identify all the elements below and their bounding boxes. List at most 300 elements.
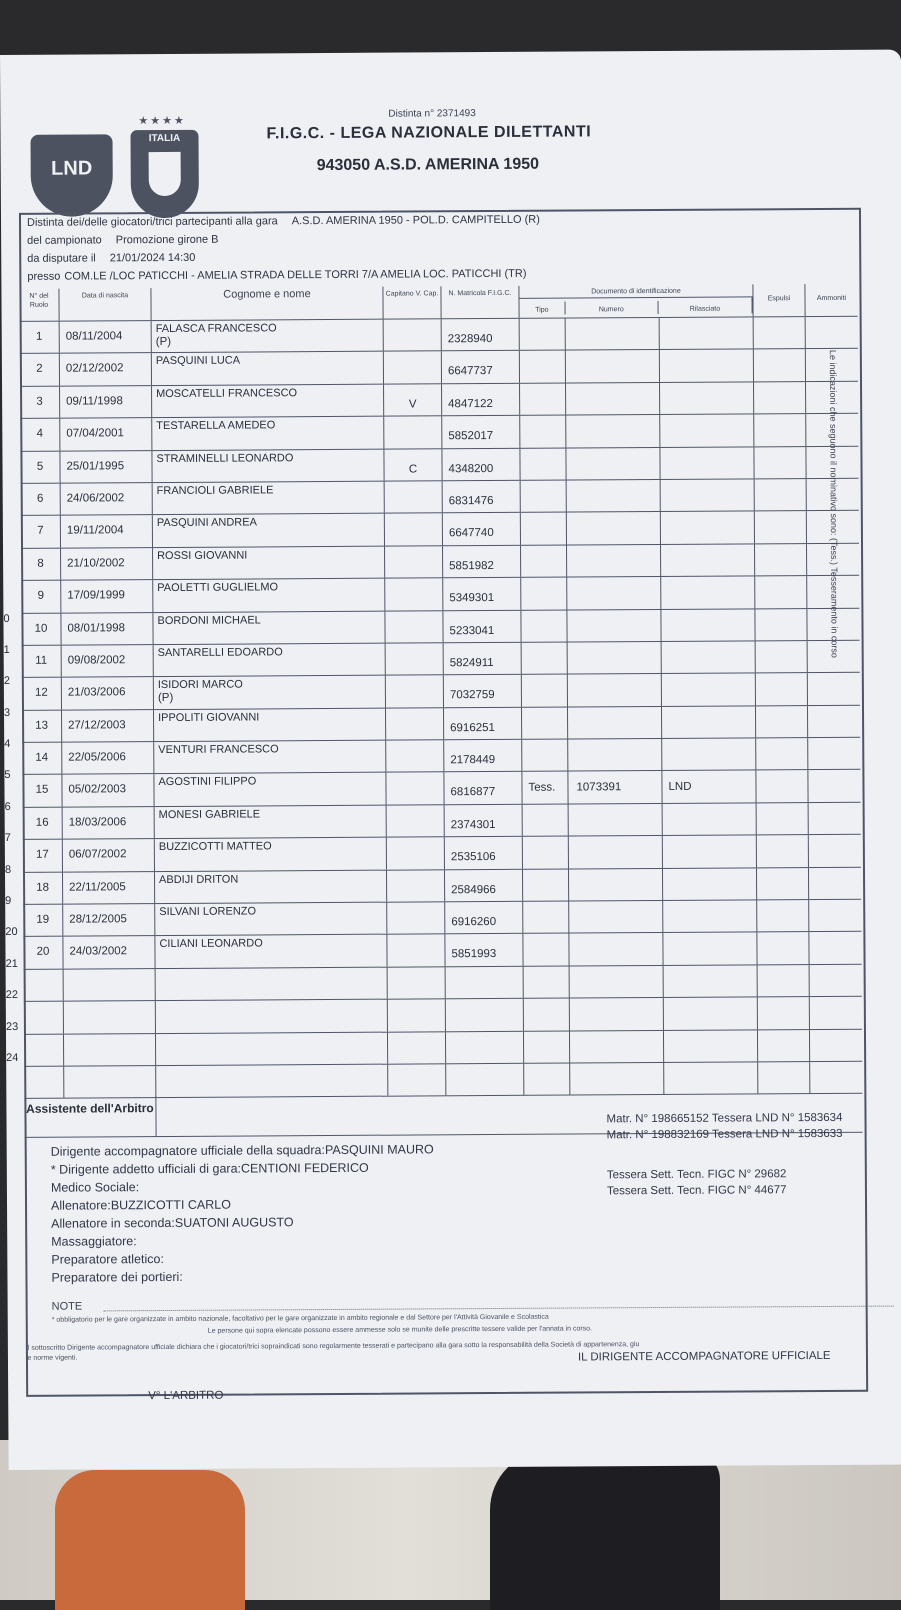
- margin-number: 8: [4, 863, 12, 876]
- player-number: 7: [21, 516, 61, 548]
- birth-date: 24/03/2002: [63, 936, 155, 968]
- ammoniti-cell: [810, 1029, 862, 1061]
- ammoniti-cell: [808, 673, 860, 705]
- table-row: [21, 608, 859, 646]
- staff-preparatore: Preparatore atletico:: [51, 1252, 164, 1267]
- lnd-logo: LND: [30, 134, 112, 216]
- doc-tipo: [521, 578, 567, 610]
- footnote-4: le norme vigenti.: [25, 1354, 78, 1362]
- captain-mark: [387, 870, 445, 902]
- footnote-2: Le persone qui sopra elencate possono essere ammesse solo se munite delle prescritte tessere valide per l'annata in corso.: [207, 1325, 593, 1335]
- player-name: SILVANI LORENZO: [155, 903, 387, 936]
- espulsi-cell: [754, 349, 806, 381]
- player-number: 14: [22, 743, 62, 775]
- margin-number: 7: [4, 832, 11, 845]
- captain-mark: V: [384, 384, 442, 416]
- player-note: (P): [155, 335, 172, 349]
- birth-date: 09/11/1998: [60, 386, 152, 418]
- col-documento: [519, 284, 753, 317]
- margin-number: 22: [5, 989, 19, 1002]
- doc-tipo: [521, 513, 567, 545]
- doc-numero: [570, 998, 664, 1030]
- col-numero: Numero: [565, 301, 658, 315]
- doc-numero: [569, 901, 663, 933]
- doc-numero: [567, 545, 661, 577]
- ammoniti-cell: [806, 317, 858, 349]
- player-name: ISIDORI MARCO (P): [154, 676, 386, 709]
- margin-number: [3, 509, 17, 540]
- player-name: [156, 1032, 388, 1065]
- staff-right-1: Matr. N° 198665152 Tessera LND N° 1583634: [606, 1111, 843, 1126]
- matricola: 2535106: [445, 837, 523, 869]
- ammoniti-cell: [810, 965, 862, 997]
- ammoniti-cell: [809, 803, 861, 835]
- margin-number: 9: [5, 894, 12, 908]
- birth-date: 19/11/2004: [61, 515, 153, 547]
- table-row: [20, 349, 858, 387]
- espulsi-cell: [755, 479, 807, 511]
- captain-mark: C: [384, 449, 442, 481]
- doc-tipo: [521, 545, 567, 577]
- shoe-left: [55, 1470, 245, 1610]
- side-note: Le indicazioni che seguono il nominativo sono: (Tess.) Tesseramento in corso: [827, 349, 840, 658]
- page-title: F.I.G.C. - LEGA NAZIONALE DILETTANTI: [266, 123, 592, 143]
- ammoniti-cell: [808, 705, 860, 737]
- captain-mark: [385, 611, 443, 643]
- doc-tipo: [523, 934, 569, 966]
- doc-tipo: [523, 902, 569, 934]
- table-row: [21, 576, 859, 614]
- matricola: [446, 1064, 524, 1096]
- col-doc-title: Documento di identificazione: [519, 284, 752, 298]
- player-note: [156, 432, 383, 433]
- birth-date: 21/10/2002: [61, 548, 153, 580]
- doc-numero: [566, 448, 660, 480]
- matricola: [446, 999, 524, 1031]
- table-row: [24, 965, 862, 1003]
- player-number: 1: [20, 322, 60, 354]
- italia-logo: [130, 130, 199, 218]
- player-name: [156, 967, 388, 1000]
- player-name: CILIANI LEONARDO: [155, 935, 387, 968]
- doc-tipo: [524, 1064, 570, 1096]
- table-row: [23, 867, 861, 905]
- doc-numero: [566, 350, 660, 382]
- doc-rilasciato: [661, 479, 755, 511]
- player-name: PAOLETTI GUGLIELMO: [153, 579, 385, 612]
- doc-numero: [569, 836, 663, 868]
- doc-numero: [570, 1063, 664, 1095]
- player-note: [159, 918, 386, 919]
- doc-tipo: [522, 740, 568, 772]
- birth-date: 07/04/2001: [60, 418, 152, 450]
- doc-rilasciato: [662, 738, 756, 770]
- staff-allenatore: Allenatore:BUZZICOTTI CARLO: [50, 1197, 231, 1213]
- captain-mark: [385, 514, 443, 546]
- player-number: 15: [22, 775, 62, 807]
- margin-number: 0: [3, 612, 10, 625]
- doc-numero: [568, 642, 662, 674]
- matricola: [446, 967, 524, 999]
- table-row: [22, 705, 860, 743]
- match-sheet: [0, 49, 901, 1469]
- matricola: 2178449: [444, 740, 522, 772]
- doc-tipo: [520, 351, 566, 383]
- captain-mark: [386, 773, 444, 805]
- doc-tipo: [523, 837, 569, 869]
- doc-numero: [567, 512, 661, 544]
- margin-number: 20: [5, 926, 18, 939]
- margin-number: 1: [3, 643, 10, 656]
- stars-icon: ★★★★: [138, 114, 186, 128]
- matricola: 6916260: [445, 902, 523, 934]
- doc-numero: [569, 804, 663, 836]
- doc-tipo: [520, 319, 566, 351]
- player-name: STRAMINELLI LEONARDO: [152, 449, 384, 482]
- margin-number: [2, 321, 16, 352]
- doc-rilasciato: [661, 544, 755, 576]
- matricola: 6647740: [443, 513, 521, 545]
- matricola: 4348200: [442, 448, 520, 480]
- player-name: TESTARELLA AMEDEO: [152, 417, 384, 450]
- distinta-number: Distinta n° 2371493: [388, 108, 476, 120]
- note-label: NOTE: [51, 1300, 83, 1313]
- doc-rilasciato: [663, 933, 757, 965]
- staff-right-2: Matr. N° 198832169 Tessera LND N° 1583633: [606, 1127, 843, 1142]
- ammoniti-cell: [809, 835, 861, 867]
- table-row: [23, 900, 861, 938]
- margin-number: 6: [4, 800, 11, 813]
- matricola: 5233041: [443, 610, 521, 642]
- table-row: [20, 414, 858, 452]
- espulsi-cell: [758, 1030, 810, 1062]
- player-note: [160, 1002, 387, 1003]
- birth-date: 21/03/2006: [62, 677, 154, 709]
- espulsi-cell: [757, 803, 809, 835]
- doc-numero: [566, 318, 660, 350]
- espulsi-cell: [756, 771, 808, 803]
- captain-mark: [384, 352, 442, 384]
- doc-numero: [569, 933, 663, 965]
- info-line-4: presso COM.LE /LOC PATICCHI - AMELIA STRADA DELLE TORRI 7/A AMELIA LOC. PATICCHI (TR): [27, 267, 527, 283]
- player-number: 12: [22, 678, 62, 710]
- captain-mark: [386, 676, 444, 708]
- shoe-right: [490, 1450, 720, 1610]
- doc-tipo: [523, 804, 569, 836]
- doc-tipo: [523, 869, 569, 901]
- captain-mark: [387, 935, 445, 967]
- captain-mark: [384, 416, 442, 448]
- player-number: 5: [20, 451, 60, 483]
- player-number: 17: [23, 840, 63, 872]
- espulsi-cell: [757, 900, 809, 932]
- table-row: [22, 770, 860, 808]
- espulsi-cell: [758, 997, 810, 1029]
- birth-date: 17/09/1999: [61, 580, 153, 612]
- birth-date: 22/05/2006: [62, 742, 154, 774]
- doc-rilasciato: [660, 415, 754, 447]
- matricola: 5851982: [443, 546, 521, 578]
- doc-rilasciato: [660, 382, 754, 414]
- col-date: Data di nascita: [59, 288, 151, 321]
- player-number: 9: [21, 581, 61, 613]
- col-num: N° del Ruolo: [19, 289, 59, 321]
- doc-rilasciato: [663, 900, 757, 932]
- doc-numero: [567, 577, 661, 609]
- captain-mark: [387, 902, 445, 934]
- doc-numero: [570, 966, 664, 998]
- matricola: 6831476: [443, 481, 521, 513]
- espulsi-cell: [756, 706, 808, 738]
- matricola: 5824911: [444, 643, 522, 675]
- table-header: [19, 284, 857, 322]
- arbitro-label: V° L'ARBITRO: [148, 1389, 224, 1403]
- doc-rilasciato: LND: [662, 771, 756, 803]
- matricola: 5851993: [445, 934, 523, 966]
- staff-right-4: Tessera Sett. Tecn. FIGC N° 44677: [606, 1184, 787, 1198]
- player-note: [157, 594, 384, 595]
- col-name: Cognome e nome: [151, 287, 383, 320]
- footnote-1: * obbligatorio per le gare organizzate in ambito nazionale, facoltativo per le gare organizzate in ambito regionale e dal Settore per l'Attività Giovanile e Scolastica: [51, 1313, 549, 1324]
- player-name: AGOSTINI FILIPPO: [154, 773, 386, 806]
- birth-date: 06/07/2002: [63, 839, 155, 871]
- margin-row-numbers: [2, 321, 21, 1074]
- table-row: [20, 446, 858, 484]
- player-number: 2: [20, 354, 60, 386]
- espulsi-cell: [755, 544, 807, 576]
- birth-date: 25/01/1995: [60, 451, 152, 483]
- staff-medico: Medico Sociale:: [50, 1180, 140, 1195]
- margin-number: 24: [6, 1051, 19, 1064]
- margin-number: 2: [3, 675, 10, 688]
- col-cap: Capitano V. Cap.: [383, 286, 441, 318]
- captain-mark: [388, 1032, 446, 1064]
- espulsi-cell: [755, 609, 807, 641]
- staff-massaggiatore: Massaggiatore:: [51, 1234, 137, 1249]
- espulsi-cell: [757, 835, 809, 867]
- player-number: 16: [23, 807, 63, 839]
- player-number: [24, 1034, 64, 1066]
- doc-rilasciato: [661, 512, 755, 544]
- ammoniti-cell: [808, 770, 860, 802]
- espulsi-cell: [755, 576, 807, 608]
- margin-number: [2, 352, 16, 383]
- birth-date: 09/08/2002: [62, 645, 154, 677]
- doc-tipo: [524, 966, 570, 998]
- espulsi-cell: [756, 738, 808, 770]
- birth-date: 08/11/2004: [60, 321, 152, 353]
- doc-tipo: [524, 1031, 570, 1063]
- matricola: 4847122: [442, 384, 520, 416]
- player-name: ROSSI GIOVANNI: [153, 546, 385, 579]
- info-line-2: del campionato Promozione girone B: [27, 233, 219, 247]
- birth-date: 18/03/2006: [63, 807, 155, 839]
- captain-mark: [385, 481, 443, 513]
- doc-numero: [567, 480, 661, 512]
- doc-numero: [566, 415, 660, 447]
- doc-rilasciato: [662, 674, 756, 706]
- col-rilasciato: Rilasciato: [689, 305, 721, 313]
- doc-rilasciato: [663, 803, 757, 835]
- margin-number: [3, 541, 17, 572]
- captain-mark: [385, 546, 443, 578]
- assistente-label: Assistente dell'Arbitro: [24, 1096, 156, 1137]
- margin-number: [3, 572, 17, 603]
- col-ammoniti: Ammoniti: [816, 294, 847, 303]
- player-name: [156, 1065, 388, 1098]
- player-name: [156, 1000, 388, 1033]
- matricola: 6816877: [444, 772, 522, 804]
- info-line-3: da disputare il 21/01/2024 14:30: [27, 251, 196, 265]
- matricola: [446, 1031, 524, 1063]
- player-name: ABDIJI DRITON: [155, 870, 387, 903]
- doc-rilasciato: [660, 350, 754, 382]
- table-row: [24, 1029, 862, 1067]
- player-name: MOSCATELLI FRANCESCO: [152, 384, 384, 417]
- doc-tipo: [521, 610, 567, 642]
- table-row: [22, 673, 860, 711]
- doc-tipo: [520, 416, 566, 448]
- player-number: 6: [21, 484, 61, 516]
- signature-label: IL DIRIGENTE ACCOMPAGNATORE UFFICIALE: [577, 1349, 831, 1364]
- doc-numero: [567, 609, 661, 641]
- birth-date: 02/12/2002: [60, 353, 152, 385]
- footnote-3: Il sottoscritto Dirigente accompagnatore ufficiale dichiara che i giocatori/trici sopraindicati sono regolarmente tesserati e partecipano alla gara sotto la responsabilità della Società di appartenenza, giu: [25, 1341, 640, 1352]
- margin-number: [2, 446, 16, 477]
- ammoniti-cell: [809, 867, 861, 899]
- table-body: [20, 317, 863, 1099]
- birth-date: 08/01/1998: [61, 613, 153, 645]
- birth-date: 28/12/2005: [63, 904, 155, 936]
- staff-addetto: * Dirigente addetto ufficiali di gara:CENTIONI FEDERICO: [50, 1160, 369, 1177]
- margin-number: [2, 384, 16, 415]
- espulsi-cell: [754, 447, 806, 479]
- table-row: [21, 511, 859, 549]
- espulsi-cell: [757, 868, 809, 900]
- doc-rilasciato: [660, 447, 754, 479]
- doc-numero: [566, 383, 660, 415]
- birth-date: [64, 1066, 156, 1098]
- player-number: 8: [21, 548, 61, 580]
- player-number: [24, 1067, 64, 1099]
- table-row: [21, 479, 859, 517]
- col-tipo: Tipo: [520, 302, 566, 315]
- captain-mark: [386, 708, 444, 740]
- margin-number: 3: [3, 706, 11, 719]
- staff-allenatore-seconda: Allenatore in seconda:SUATONI AUGUSTO: [51, 1215, 294, 1231]
- captain-mark: [385, 578, 443, 610]
- italia-logo-text: ITALIA: [148, 132, 181, 145]
- captain-mark: [388, 1064, 446, 1096]
- doc-numero: 1073391: [568, 771, 662, 803]
- table-row: [23, 803, 861, 841]
- table-row: [20, 382, 858, 420]
- player-note: [160, 969, 387, 970]
- player-number: 10: [21, 613, 61, 645]
- table-row: [21, 543, 859, 581]
- doc-tipo: [524, 999, 570, 1031]
- staff-right-3: Tessera Sett. Tecn. FIGC N° 29682: [606, 1168, 787, 1182]
- matricola: 6647737: [442, 351, 520, 383]
- doc-rilasciato: [660, 317, 754, 349]
- doc-rilasciato: [663, 868, 757, 900]
- margin-number: [2, 415, 16, 446]
- player-note: (P): [157, 692, 174, 705]
- matricola: 7032759: [444, 675, 522, 707]
- captain-mark: [386, 740, 444, 772]
- matricola: 6916251: [444, 708, 522, 740]
- birth-date: 05/02/2003: [62, 775, 154, 807]
- birth-date: 22/11/2005: [63, 872, 155, 904]
- doc-rilasciato: [662, 641, 756, 673]
- doc-subheaders: [519, 297, 752, 314]
- table-row: [22, 738, 860, 776]
- doc-rilasciato: [662, 706, 756, 738]
- player-number: 11: [22, 646, 62, 678]
- matricola: 5852017: [442, 416, 520, 448]
- captain-mark: [388, 999, 446, 1031]
- captain-mark: [388, 967, 446, 999]
- doc-numero: [568, 674, 662, 706]
- doc-rilasciato: [664, 1062, 758, 1094]
- birth-date: 24/06/2002: [61, 483, 153, 515]
- player-note: [160, 1067, 387, 1068]
- doc-rilasciato: [664, 998, 758, 1030]
- table-row: [22, 641, 860, 679]
- ammoniti-cell: [809, 900, 861, 932]
- espulsi-cell: [754, 414, 806, 446]
- player-note: [159, 950, 386, 951]
- birth-date: [64, 1034, 156, 1066]
- birth-date: 27/12/2003: [62, 710, 154, 742]
- doc-rilasciato: [664, 965, 758, 997]
- player-number: 19: [23, 905, 63, 937]
- col-matricola: N. Matricola F.I.G.C.: [441, 286, 519, 318]
- table-row: [24, 997, 862, 1035]
- doc-tipo: [522, 642, 568, 674]
- ammoniti-cell: [809, 932, 861, 964]
- player-number: [24, 969, 64, 1001]
- doc-rilasciato: [661, 609, 755, 641]
- players-table: [19, 284, 862, 1099]
- col-espulsi: Espulsi: [753, 284, 805, 316]
- doc-tipo: [522, 707, 568, 739]
- birth-date: [64, 969, 156, 1001]
- player-name: IPPOLITI GIOVANNI: [154, 708, 386, 741]
- espulsi-cell: [754, 317, 806, 349]
- player-note: [157, 529, 384, 530]
- matricola: 2328940: [442, 319, 520, 351]
- captain-mark: [384, 319, 442, 351]
- ammoniti-cell: [810, 997, 862, 1029]
- doc-tipo: Tess.: [522, 772, 568, 804]
- margin-number: 4: [4, 738, 11, 751]
- margin-number: 23: [5, 1020, 19, 1033]
- margin-number: 5: [4, 769, 11, 782]
- player-name: PASQUINI LUCA: [152, 352, 384, 385]
- birth-date: [64, 1001, 156, 1033]
- matricola: 5349301: [443, 578, 521, 610]
- matricola: 2374301: [445, 805, 523, 837]
- player-name: PASQUINI ANDREA: [153, 514, 385, 547]
- table-row: [23, 932, 861, 970]
- player-number: [24, 1002, 64, 1034]
- doc-numero: [569, 869, 663, 901]
- info-line-1: Distinta dei/delle giocatori/trici partecipanti alla gara A.S.D. AMERINA 1950 - POL.D. CAMPITELLO (R): [26, 213, 540, 229]
- club-name: 943050 A.S.D. AMERINA 1950: [316, 155, 540, 175]
- player-number: 18: [23, 872, 63, 904]
- player-number: 4: [20, 419, 60, 451]
